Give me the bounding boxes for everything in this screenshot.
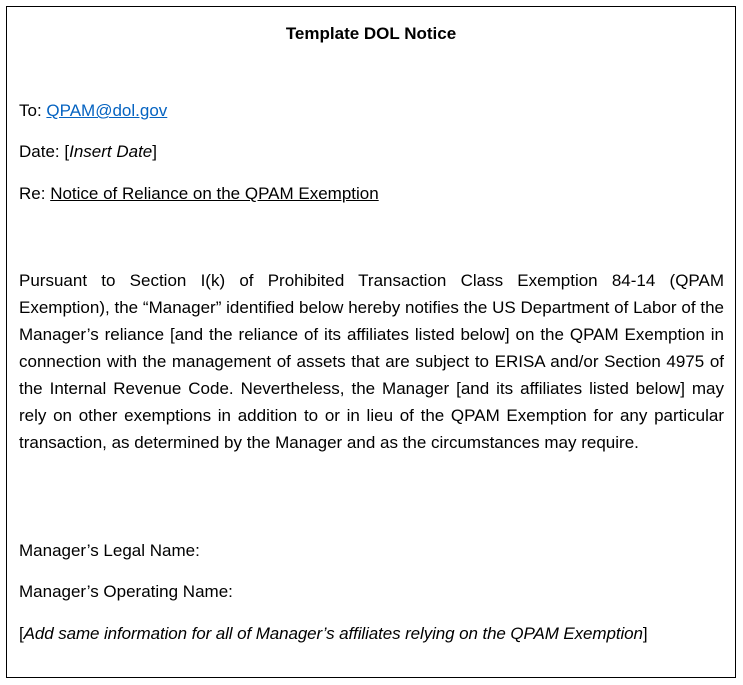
notice-title: Template DOL Notice xyxy=(285,24,457,43)
affiliates-note xyxy=(19,623,647,645)
date-placeholder: Insert Date xyxy=(69,142,153,161)
notice-frame xyxy=(6,6,736,678)
re-line xyxy=(19,183,379,205)
affiliates-close-bracket: ] xyxy=(642,624,648,643)
email-link[interactable]: QPAM@dol.gov xyxy=(46,101,168,120)
re-subject: Notice of Reliance on the QPAM Exemption xyxy=(50,184,379,203)
affiliates-open-bracket: [ xyxy=(19,624,24,643)
date-line xyxy=(19,141,157,163)
legal-name-label: Manager’s Legal Name: xyxy=(19,541,200,560)
re-label: Re: xyxy=(19,184,51,203)
operating-name-label: Manager’s Operating Name: xyxy=(19,582,233,601)
date-suffix: ] xyxy=(152,142,157,161)
date-label: Date: [ xyxy=(19,142,70,161)
affiliates-text: Add same information for all of Manager’s affiliates relying on the QPAM Exemption xyxy=(23,624,643,643)
to-label: To: xyxy=(19,101,47,120)
to-line xyxy=(19,100,167,122)
body-paragraph: Pursuant to Section I(k) of Prohibited Transaction Class Exemption 84-14 (QPAM Exemption), the “Manager” identified below hereby notifies the US Department of Labor of the Manager’s reliance [and the reliance of its affiliates listed below] on the QPAM Exemption in connection with the management of assets that are subject to ERISA and/or Section 4975 of the Internal Revenue Code. Nevertheless, the Manager [and its affiliates listed below] may rely on other exemptions in addition to or in lieu of the QPAM Exemption for any particular transaction, as determined by the Manager and as the circumstances may require. xyxy=(19,271,724,452)
